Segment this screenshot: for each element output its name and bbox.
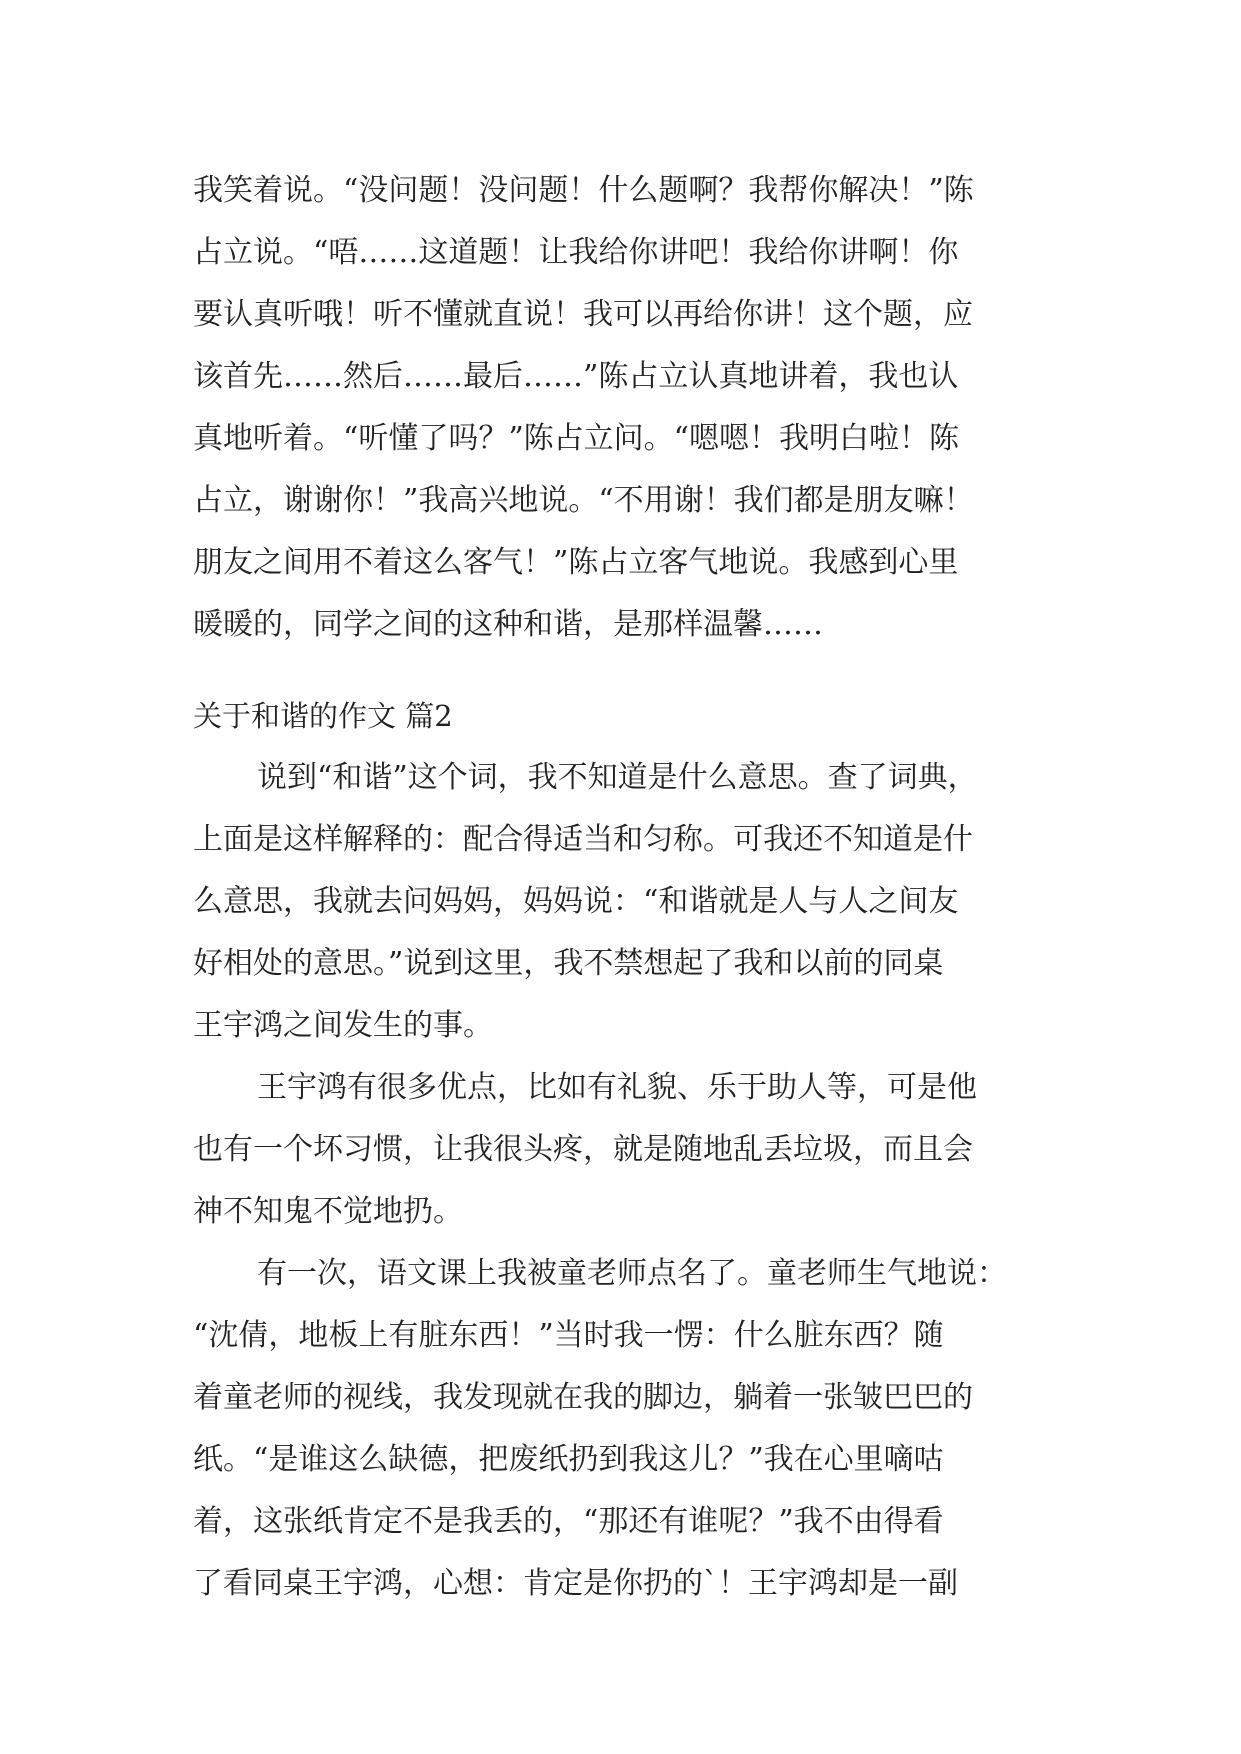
text-line: 纸。“是谁这么缺德，把废纸扔到我这儿？”我在心里嘀咕 [193, 1442, 944, 1477]
paragraph-3 [193, 1243, 1053, 1615]
text-line: 好相处的意思。”说到这里，我不禁想起了我和以前的同桌 [193, 946, 944, 981]
text-line: 真地听着。“听懂了吗？”陈占立问。“嗯嗯！我明白啦！陈 [193, 421, 960, 456]
section-body [193, 747, 1053, 1615]
text-line: 也有一个坏习惯，让我很头疼，就是随地乱丢垃圾，而且会 [193, 1132, 973, 1167]
text-line: “沈倩，地板上有脏东西！”当时我一愣：什么脏东西？随 [193, 1318, 944, 1353]
text-line: 占立说。“唔……这道题！让我给你讲吧！我给你讲啊！你 [193, 235, 959, 270]
text-line: 王宇鸿之间发生的事。 [193, 1008, 493, 1043]
text-line: 我笑着说。“没问题！没问题！什么题啊？我帮你解决！”陈 [193, 173, 974, 208]
section-title-block [193, 685, 1053, 747]
text-line: 有一次，语文课上我被童老师点名了。童老师生气地说： [257, 1256, 1007, 1291]
text-line: 该首先……然后……最后……”陈占立认真地讲着，我也认 [193, 359, 959, 394]
paragraph-2 [193, 1057, 1053, 1243]
text-line: 着童老师的视线，我发现就在我的脚边，躺着一张皱巴巴的 [193, 1380, 973, 1415]
text-line: 着，这张纸肯定不是我丢的，“那还有谁呢？”我不由得看 [193, 1504, 944, 1539]
text-line: 暖暖的，同学之间的这种和谐，是那样温馨…… [193, 607, 823, 642]
text-line: 么意思，我就去问妈妈，妈妈说：“和谐就是人与人之间友 [193, 884, 959, 919]
text-line: 占立，谢谢你！”我高兴地说。“不用谢！我们都是朋友嘛！ [193, 483, 974, 518]
continued-paragraph [193, 160, 1053, 656]
paragraph-1 [193, 747, 1053, 1057]
text-line: 神不知鬼不觉地扔。 [193, 1194, 463, 1229]
text-line: 说到“和谐”这个词，我不知道是什么意思。查了词典， [257, 760, 978, 795]
text-line: 上面是这样解释的：配合得适当和匀称。可我还不知道是什 [193, 822, 973, 857]
text-line: 要认真听哦！听不懂就直说！我可以再给你讲！这个题，应 [193, 297, 973, 332]
section-title: 关于和谐的作文 篇2 [193, 699, 453, 733]
text-line: 了看同桌王宇鸿，心想：肯定是你扔的`！王宇鸿却是一副 [193, 1566, 958, 1601]
text-line: 朋友之间用不着这么客气！”陈占立客气地说。我感到心里 [193, 545, 959, 580]
text-line: 王宇鸿有很多优点，比如有礼貌、乐于助人等，可是他 [257, 1070, 977, 1105]
